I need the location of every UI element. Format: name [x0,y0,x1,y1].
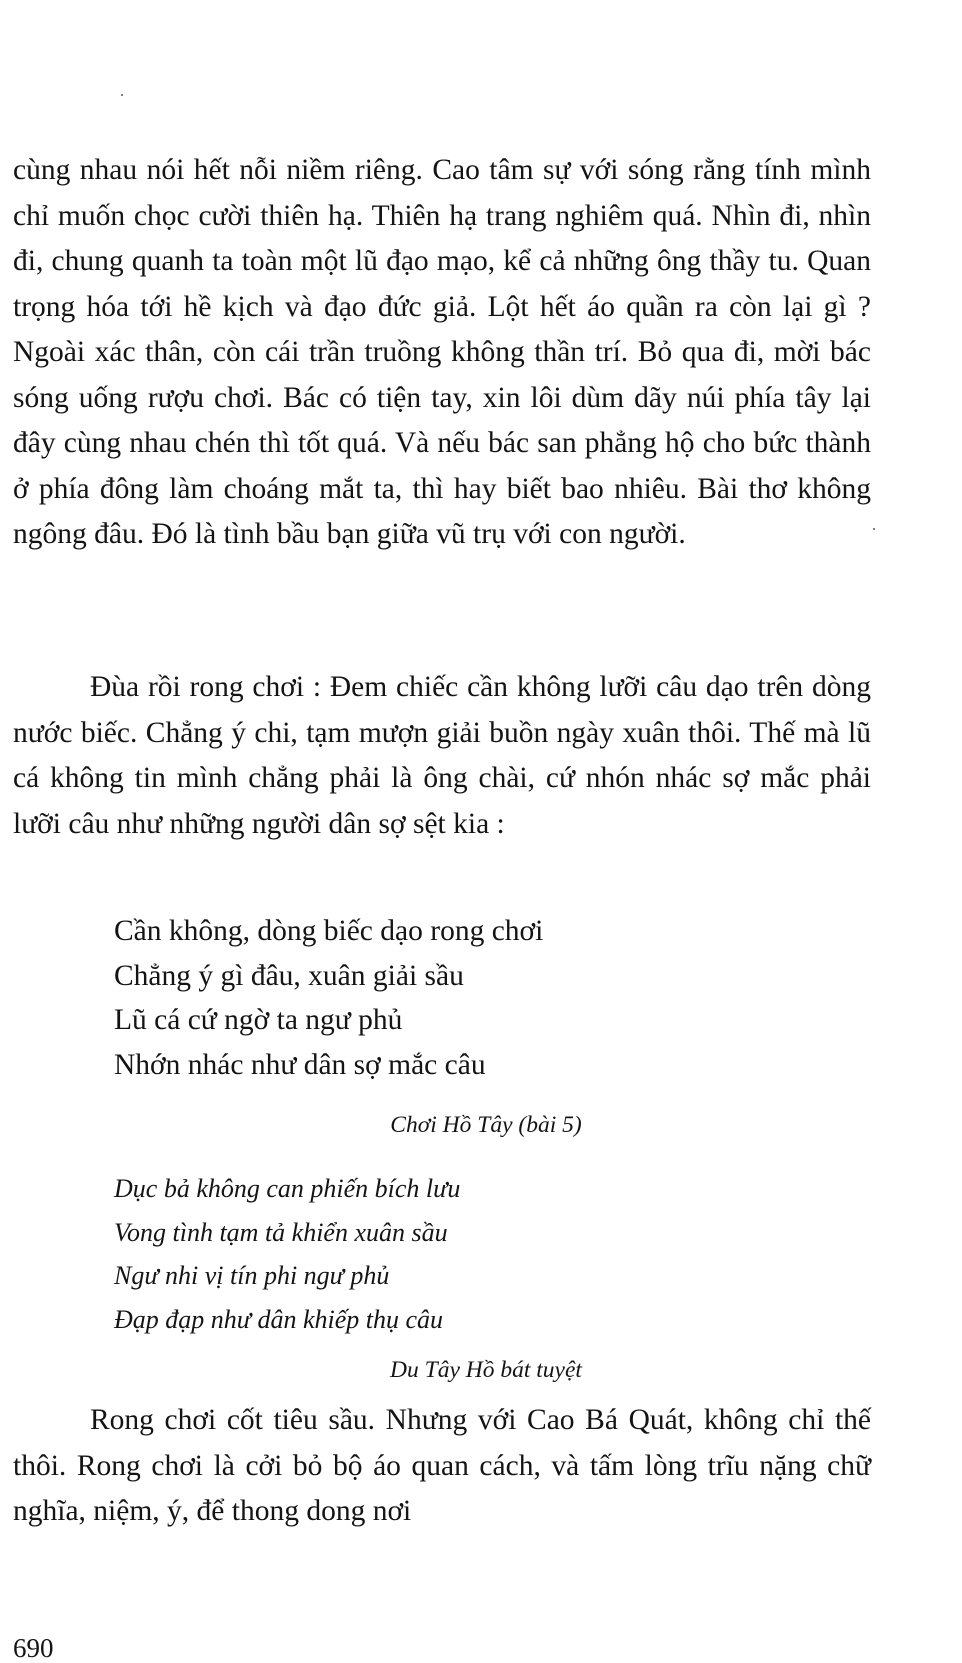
scan-speck [873,528,875,530]
poem-vietnamese-caption: Chơi Hồ Tây (bài 5) [390,1112,582,1138]
poem-line: Đạp đạp như dân khiếp thụ câu [114,1304,444,1334]
poem-line: Vong tình tạm tả khiển xuân sầu [114,1217,448,1247]
paragraph-3: Rong chơi cốt tiêu sầu. Nhưng với Cao Bá Quát, không chỉ thế thôi. Rong chơi là cởi bỏ bộ áo quan cách, và tấm lòng trĩu nặng chữ nghĩa, niệm, ý, để thong dong nơi [13,1404,871,1527]
poem-line: Cần không, dòng biếc dạo rong chơi [114,915,544,947]
poem-han-viet-caption: Du Tây Hồ bát tuyệt [390,1357,582,1383]
poem-line: Dục bả không can phiến bích lưu [114,1174,461,1203]
paragraph-1: cùng nhau nói hết nỗi niềm riêng. Cao tâm sự với sóng rằng tính mình chỉ muốn chọc cười thiên hạ. Thiên hạ trang nghiêm quá. Nhìn đi, nhìn đi, chung quanh ta toàn một lũ đạo mạo, kể cả những ông thầy tu. Quan trọng hóa tới hề kịch và đạo đức giả. Lột hết áo quần ra còn lại gì ? Ngoài xác thân, còn cái trần truồng không thần trí. Bỏ qua đi, mời bác sóng uống rượu chơi. Bác có tiện tay, xin lôi dùm dãy núi phía tây lại đây cùng nhau chén thì tốt quá. Và nếu bác san phẳng hộ cho bức thành ở phía đông làm choáng mắt ta, thì hay biết bao nhiêu. Bài thơ không ngông đâu. Đó là tình bầu bạn giữa vũ trụ với con người. [13,154,871,550]
scan-speck [121,94,123,96]
poem-line: Lũ cá cứ ngờ ta ngư phủ [114,1004,403,1036]
page-number: 690 [13,1633,54,1663]
poem-line: Nhớn nhác như dân sợ mắc câu [114,1048,486,1081]
paragraph-2: Đùa rồi rong chơi : Đem chiếc cần không lưỡi câu dạo trên dòng nước biếc. Chẳng ý chi, tạm mượn giải buồn ngày xuân thôi. Thế mà lũ cá không tin mình chẳng phải là ông chài, cứ nhón nhác sợ mắc phải lưỡi câu như những người dân sợ sệt kia : [13,671,871,840]
poem-line: Chẳng ý gì đâu, xuân giải sầu [114,959,464,992]
poem-line: Ngư nhi vị tín phi ngư phủ [114,1261,390,1290]
poem-vietnamese [114,909,814,1087]
poem-han-viet [114,1167,814,1341]
